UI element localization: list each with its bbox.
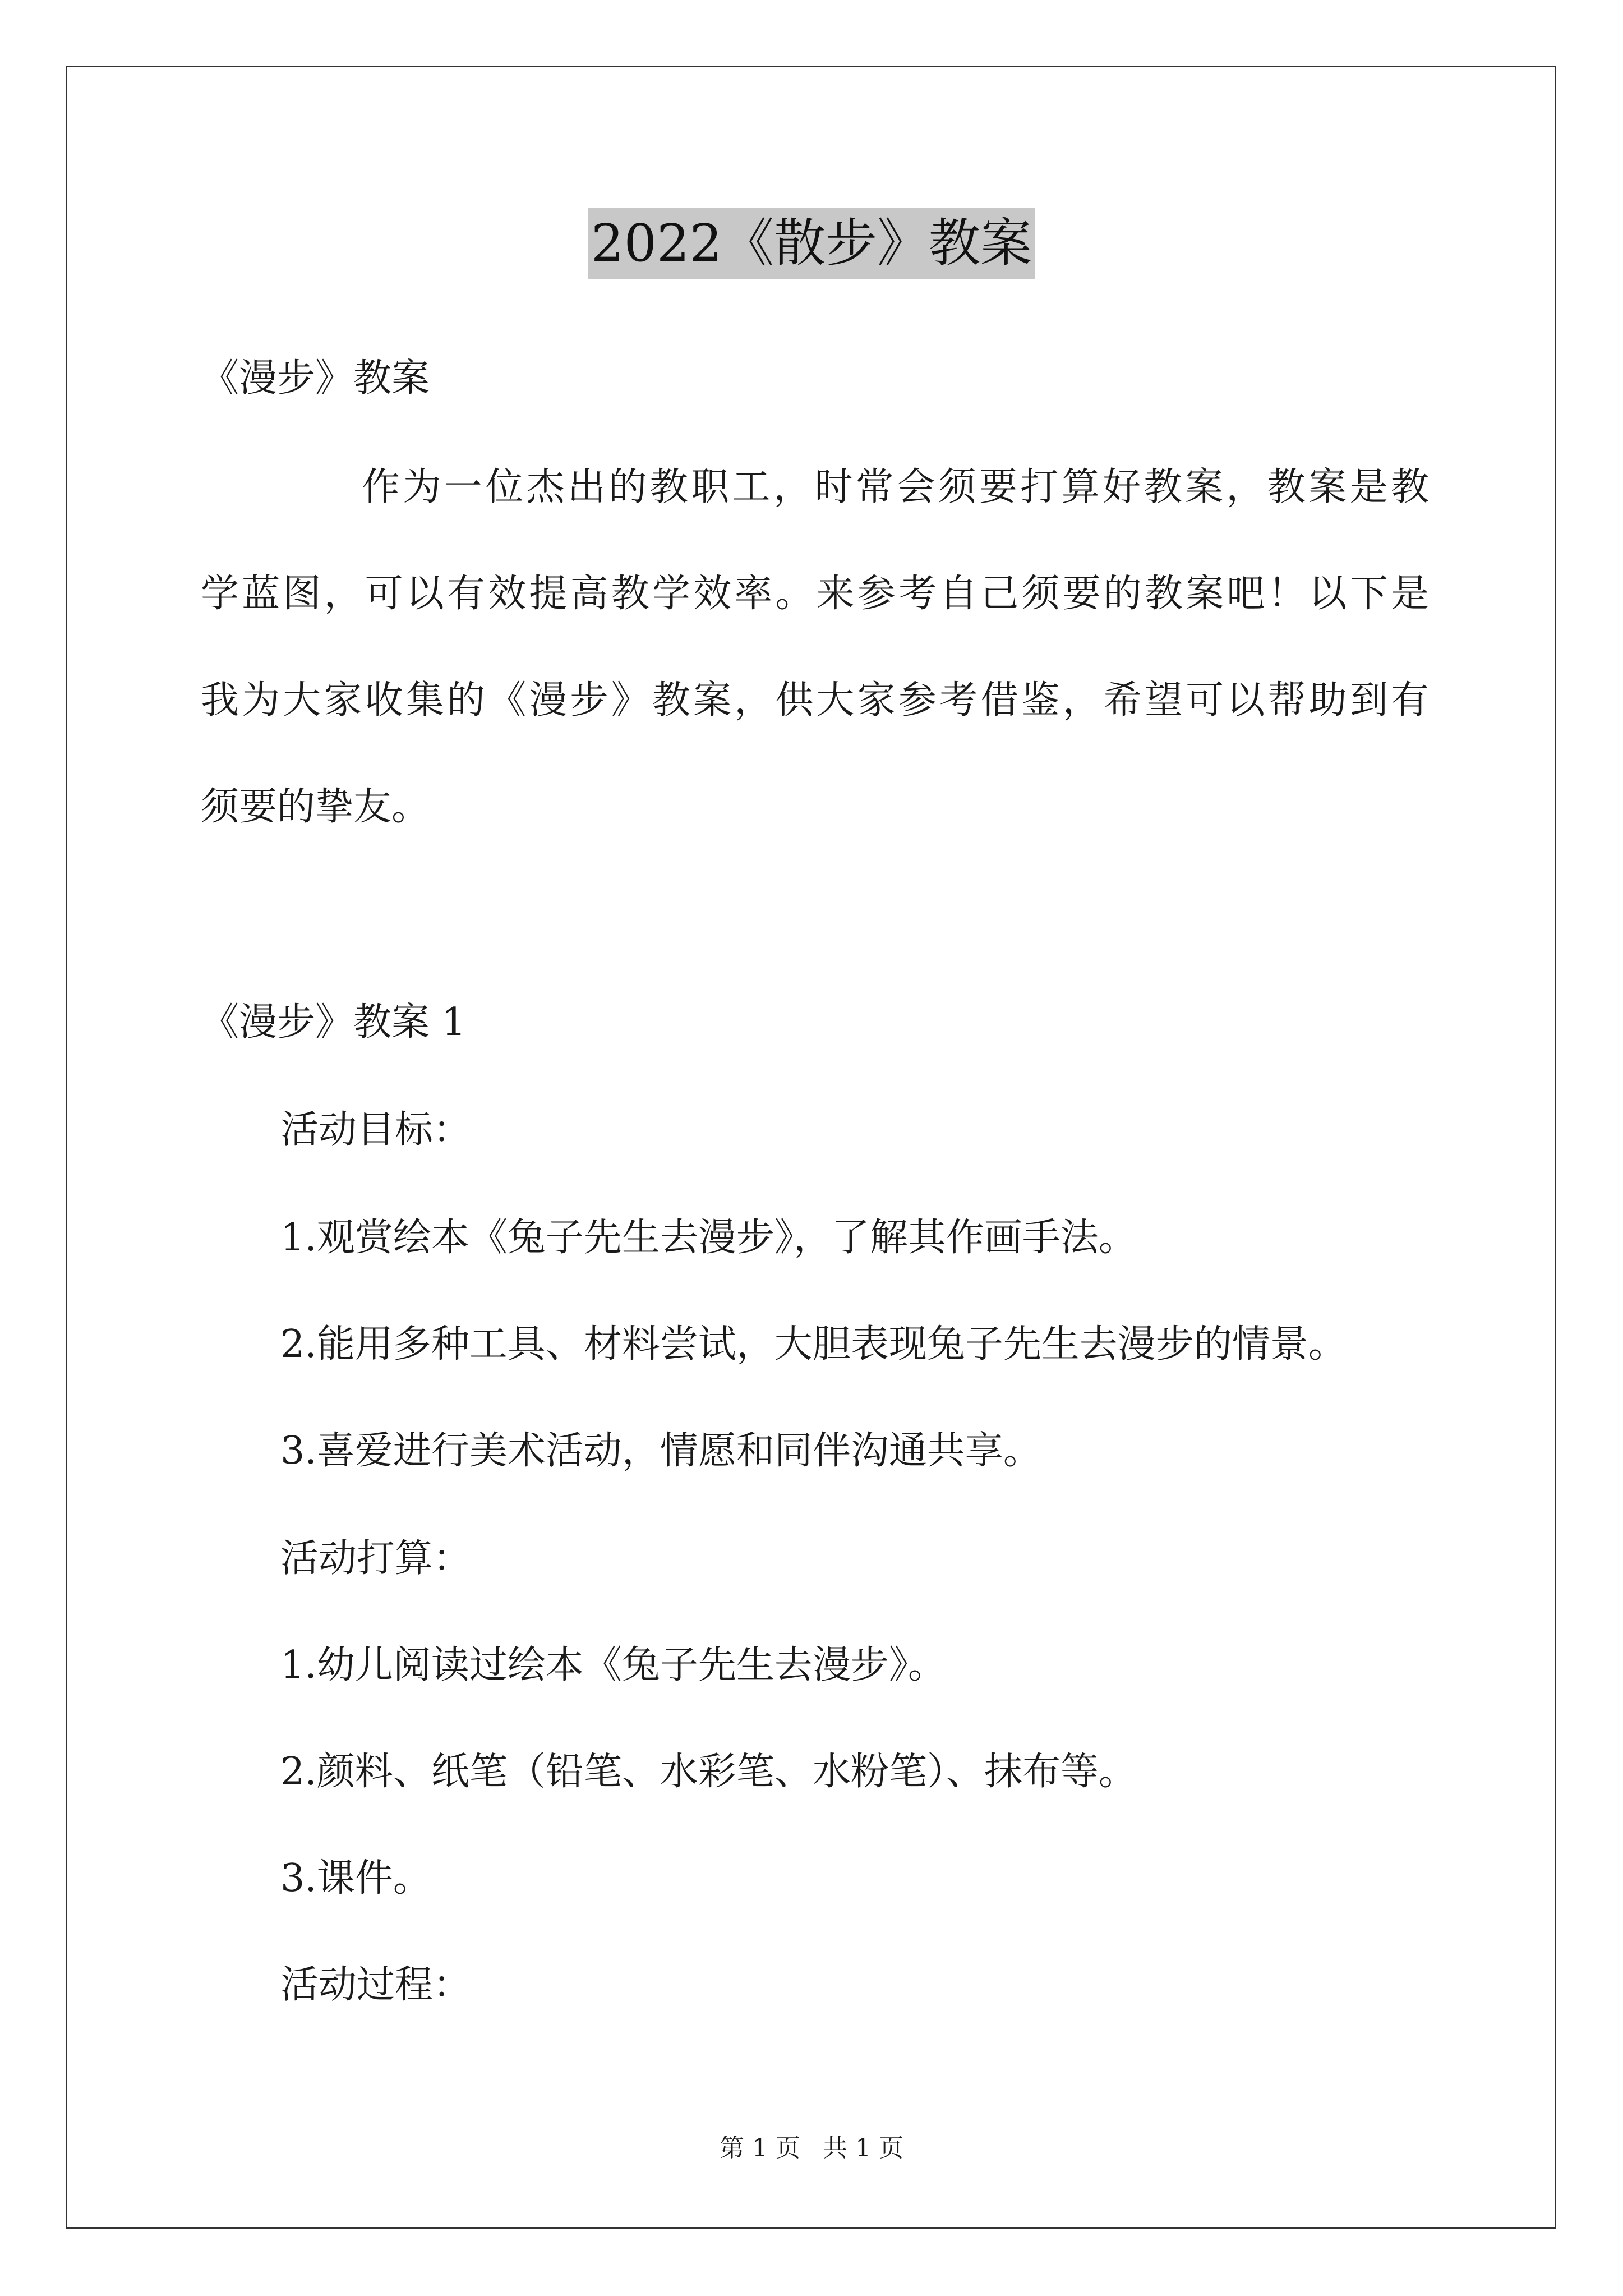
page-footer xyxy=(0,2132,1623,2165)
process-heading: 活动过程： xyxy=(280,1963,472,2007)
page-total: 共 1 页 xyxy=(823,2134,903,2162)
title-container xyxy=(0,208,1623,279)
intro-line-4: 须要的挚友。 xyxy=(201,785,430,829)
goal-item-3: 3.喜爱进行美术活动，情愿和同伴沟通共享。 xyxy=(280,1429,1041,1473)
intro-line-3: 我为大家收集的《漫步》教案，供大家参考借鉴，希望可以帮助到有 xyxy=(201,678,1429,723)
subtitle: 《漫步》教案 xyxy=(201,356,430,401)
document-title: 2022《散步》教案 xyxy=(588,208,1035,279)
intro-line-2: 学蓝图，可以有效提高教学效率。来参考自己须要的教案吧！以下是 xyxy=(201,572,1429,616)
prep-heading: 活动打算： xyxy=(280,1536,472,1581)
goal-item-1: 1.观赏绘本《兔子先生去漫步》，了解其作画手法。 xyxy=(280,1216,1137,1260)
page-current: 第 1 页 xyxy=(720,2134,800,2162)
prep-item-2: 2.颜料、纸笔（铅笔、水彩笔、水粉笔）、抹布等。 xyxy=(280,1750,1137,1794)
goals-heading: 活动目标： xyxy=(280,1108,472,1152)
goal-item-2: 2.能用多种工具、材料尝试，大胆表现兔子先生去漫步的情景。 xyxy=(280,1322,1347,1366)
prep-item-1: 1.幼儿阅读过绘本《兔子先生去漫步》。 xyxy=(280,1643,946,1687)
prep-item-3: 3.课件。 xyxy=(280,1856,431,1901)
section-heading: 《漫步》教案 1 xyxy=(201,1000,466,1045)
intro-line-1: 作为一位杰出的教职工，时常会须要打算好教案，教案是教 xyxy=(362,465,1429,509)
